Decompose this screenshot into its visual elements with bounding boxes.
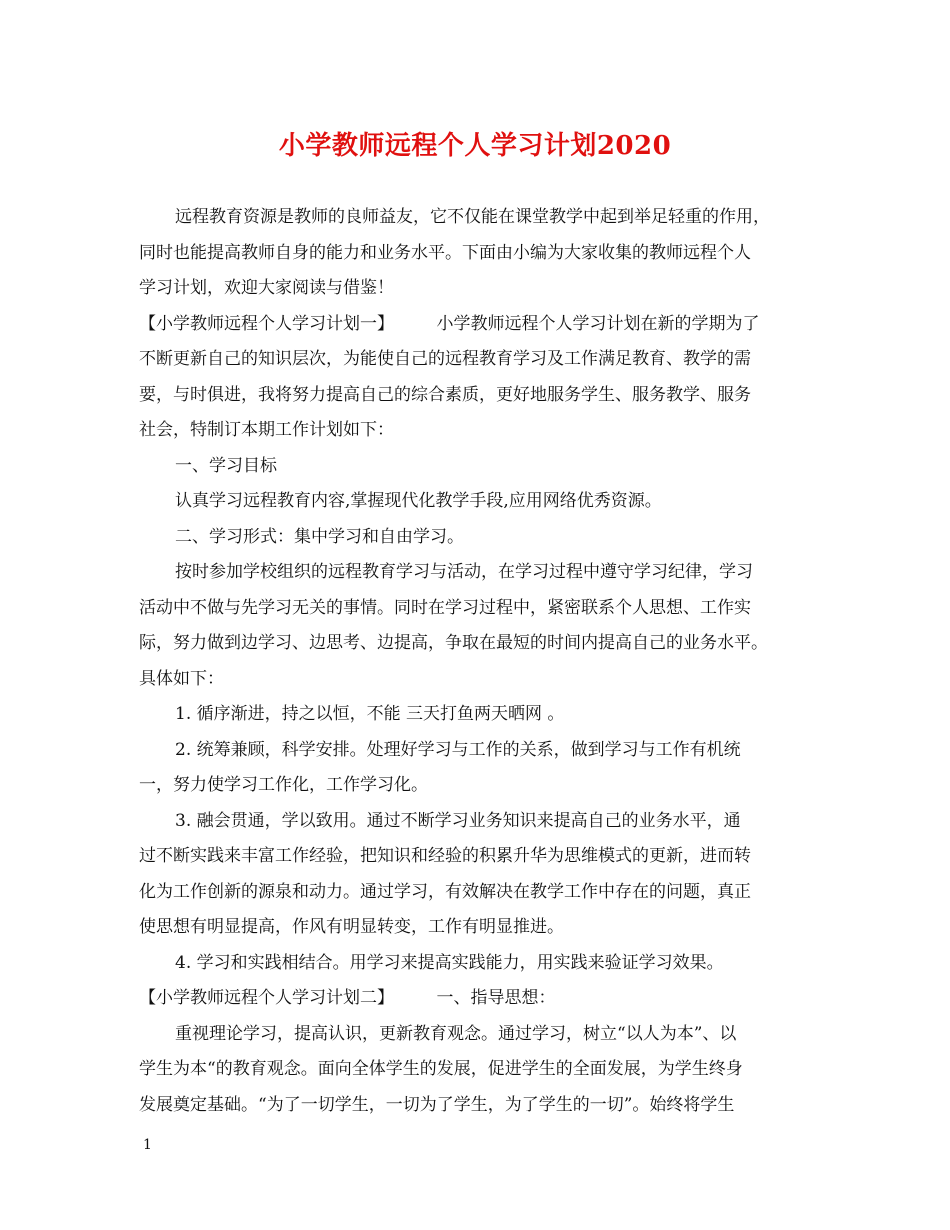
text-line: 一，努力使学习工作化，工作学习化。 <box>139 775 428 795</box>
document-title: 小学教师远程个人学习计划2020 <box>278 131 672 161</box>
text-line: 化为工作创新的源泉和动力。通过学习，有效解决在教学工作中存在的问题，真正 <box>139 881 751 902</box>
text-line: 活动中不做与先学习无关的事情。同时在学习过程中，紧密联系个人思想、工作实 <box>139 597 751 618</box>
document-body <box>139 200 829 1123</box>
text-line: 3. 融会贯通，学以致用。通过不断学习业务知识来提高自己的业务水平，通 <box>175 810 741 831</box>
text-line: 际，努力做到边学习、边思考、边提高，争取在最短的时间内提高自己的业务水平。 <box>139 633 768 653</box>
page-number: 1 <box>143 1137 152 1153</box>
text-line: 【小学教师远程个人学习计划一】 小学教师远程个人学习计划在新的学期为了 <box>139 313 760 334</box>
text-line: 二、学习形式：集中学习和自由学习。 <box>175 526 464 547</box>
text-line: 社会，特制订本期工作计划如下： <box>139 420 394 440</box>
text-line: 学生为本“的教育观念。面向全体学生的发展，促进学生的全面发展，为学生终身 <box>139 1059 743 1079</box>
text-line: 不断更新自己的知识层次，为能使自己的远程教育学习及工作满足教育、教学的需 <box>139 349 751 369</box>
text-line: 过不断实践来丰富工作经验，把知识和经验的积累升华为思维模式的更新，进而转 <box>139 846 751 866</box>
text-line: 远程教育资源是教师的良师益友，它不仅能在课堂教学中起到举足轻重的作用， <box>175 207 770 227</box>
text-line: 2. 统筹兼顾，科学安排。处理好学习与工作的关系，做到学习与工作有机统 <box>175 739 741 760</box>
text-line: 认真学习远程教育内容,掌握现代化教学手段,应用网络优秀资源。 <box>175 491 662 511</box>
text-line: 要，与时俱进，我将努力提高自己的综合素质，更好地服务学生、服务教学、服务 <box>139 384 751 405</box>
text-line: 按时参加学校组织的远程教育学习与活动，在学习过程中遵守学习纪律，学习 <box>175 562 753 582</box>
text-line: 具体如下： <box>139 668 224 689</box>
text-line: 学习计划，欢迎大家阅读与借鉴！ <box>139 278 394 298</box>
text-line: 一、学习目标 <box>175 455 277 476</box>
text-line: 同时也能提高教师自身的能力和业务水平。下面由小编为大家收集的教师远程个人 <box>139 242 751 263</box>
text-line: 发展奠定基础。“为了一切学生，一切为了学生，为了学生的一切”。始终将学生 <box>139 1094 735 1115</box>
text-line: 重视理论学习，提高认识，更新教育观念。通过学习，树立“以人为本”、以 <box>175 1023 737 1044</box>
text-line: 使思想有明显提高，作风有明显转变，工作有明显推进。 <box>139 917 564 937</box>
text-line: 【小学教师远程个人学习计划二】 一、指导思想： <box>139 988 556 1008</box>
text-line: 4. 学习和实践相结合。用学习来提高实践能力，用实践来验证学习效果。 <box>175 952 724 973</box>
text-line: 1. 循序渐进，持之以恒，不能 三天打鱼两天晒网 。 <box>175 704 565 724</box>
